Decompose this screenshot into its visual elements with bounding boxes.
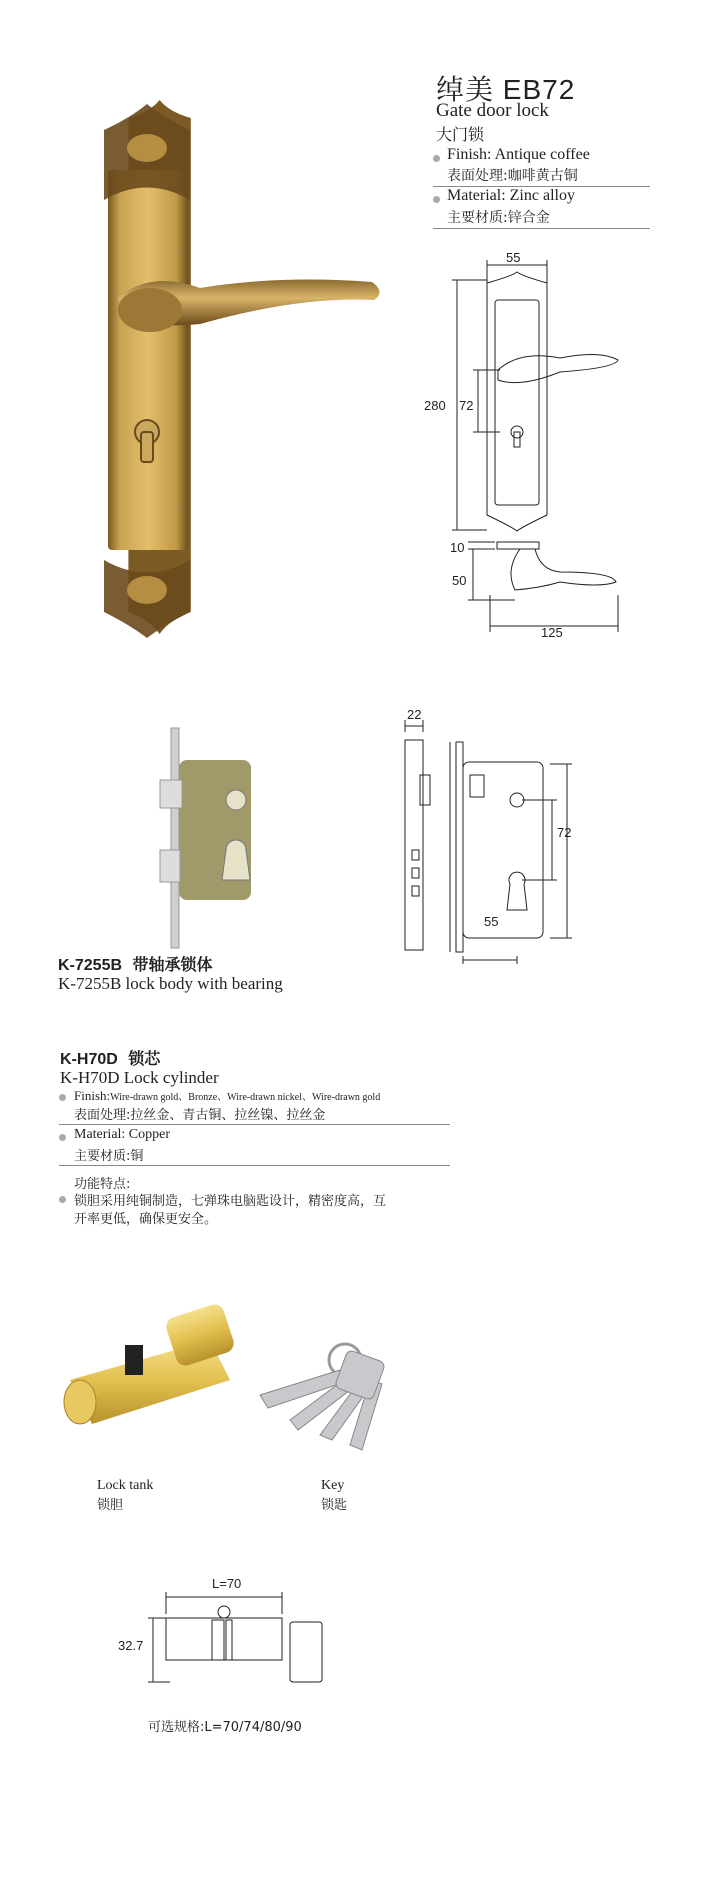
cylinder-options: 可选规格:L=70/74/80/90 (148, 1720, 302, 1735)
dim-length: 125 (541, 625, 563, 640)
material-cn: 主要材质:铜 (74, 1149, 144, 1164)
part-key-cn: 锁匙 (321, 1498, 348, 1513)
features-line-1: 锁胆采用纯铜制造，七弹珠电脑匙设计，精密度高，互 (74, 1194, 387, 1209)
lock-body-model: K-7255B (58, 957, 123, 974)
lock-body-heading (58, 952, 213, 975)
lock-body-name-cn: 带轴承锁体 (132, 955, 213, 974)
part-lock-tank-en: Lock tank (97, 1478, 154, 1493)
finish-label: Finish: (74, 1088, 111, 1103)
cylinder-dimension-drawing (0, 1560, 710, 1760)
spec-finish-en: Finish: Antique coffee (447, 146, 590, 163)
dim-cylinder-length: L=70 (212, 1576, 242, 1591)
finish-en: Wire-drawn gold、Bronze、Wire-drawn nickel、Wire-drawn gold (110, 1092, 381, 1103)
dim-spacing: 72 (459, 398, 474, 413)
material-en: Material: Copper (74, 1127, 171, 1142)
dim-lock-spacing: 72 (557, 825, 572, 840)
spec-finish-cn: 表面处理:咖啡黄古铜 (447, 168, 578, 184)
features-line-2: 开率更低，确保更安全。 (74, 1212, 218, 1227)
divider (59, 1165, 450, 1166)
dim-height: 280 (424, 398, 446, 413)
lock-body-desc-en: K-7255B lock body with bearing (58, 974, 283, 993)
spec-material-cn: 主要材质:锌合金 (447, 210, 550, 226)
finish-cn: 表面处理:拉丝金、青古铜、拉丝镍、拉丝金 (74, 1108, 326, 1123)
spec-material-en: Material: Zinc alloy (447, 187, 575, 204)
part-key-en: Key (321, 1478, 345, 1493)
dim-cylinder-height: 32.7 (118, 1638, 144, 1653)
product-subtitle-cn: 大门锁 (436, 125, 485, 144)
cylinder-name-en: K-H70D Lock cylinder (60, 1068, 219, 1087)
lock-body-drawing (0, 720, 710, 970)
bullet-icon (59, 1196, 66, 1203)
handle-dimension-drawing (0, 0, 710, 700)
dim-width: 55 (506, 250, 521, 265)
bullet-icon (59, 1094, 66, 1101)
cylinder-name-cn: 锁芯 (128, 1049, 161, 1068)
product-subtitle-en: Gate door lock (436, 100, 549, 121)
bullet-icon (59, 1134, 66, 1141)
finish-line (74, 1088, 380, 1104)
dim-depth: 10 (450, 540, 465, 555)
cylinder-model: K-H70D (60, 1051, 118, 1068)
cylinder-heading (60, 1046, 160, 1069)
dim-offset: 50 (452, 573, 467, 588)
divider (59, 1124, 450, 1125)
part-lock-tank-cn: 锁胆 (97, 1498, 124, 1513)
dim-thickness: 22 (407, 707, 422, 722)
dim-backset: 55 (484, 914, 499, 929)
features-title: 功能特点: (74, 1177, 131, 1192)
product-title: 绰美 EB72 (436, 74, 576, 105)
key-photo (0, 1300, 710, 1500)
